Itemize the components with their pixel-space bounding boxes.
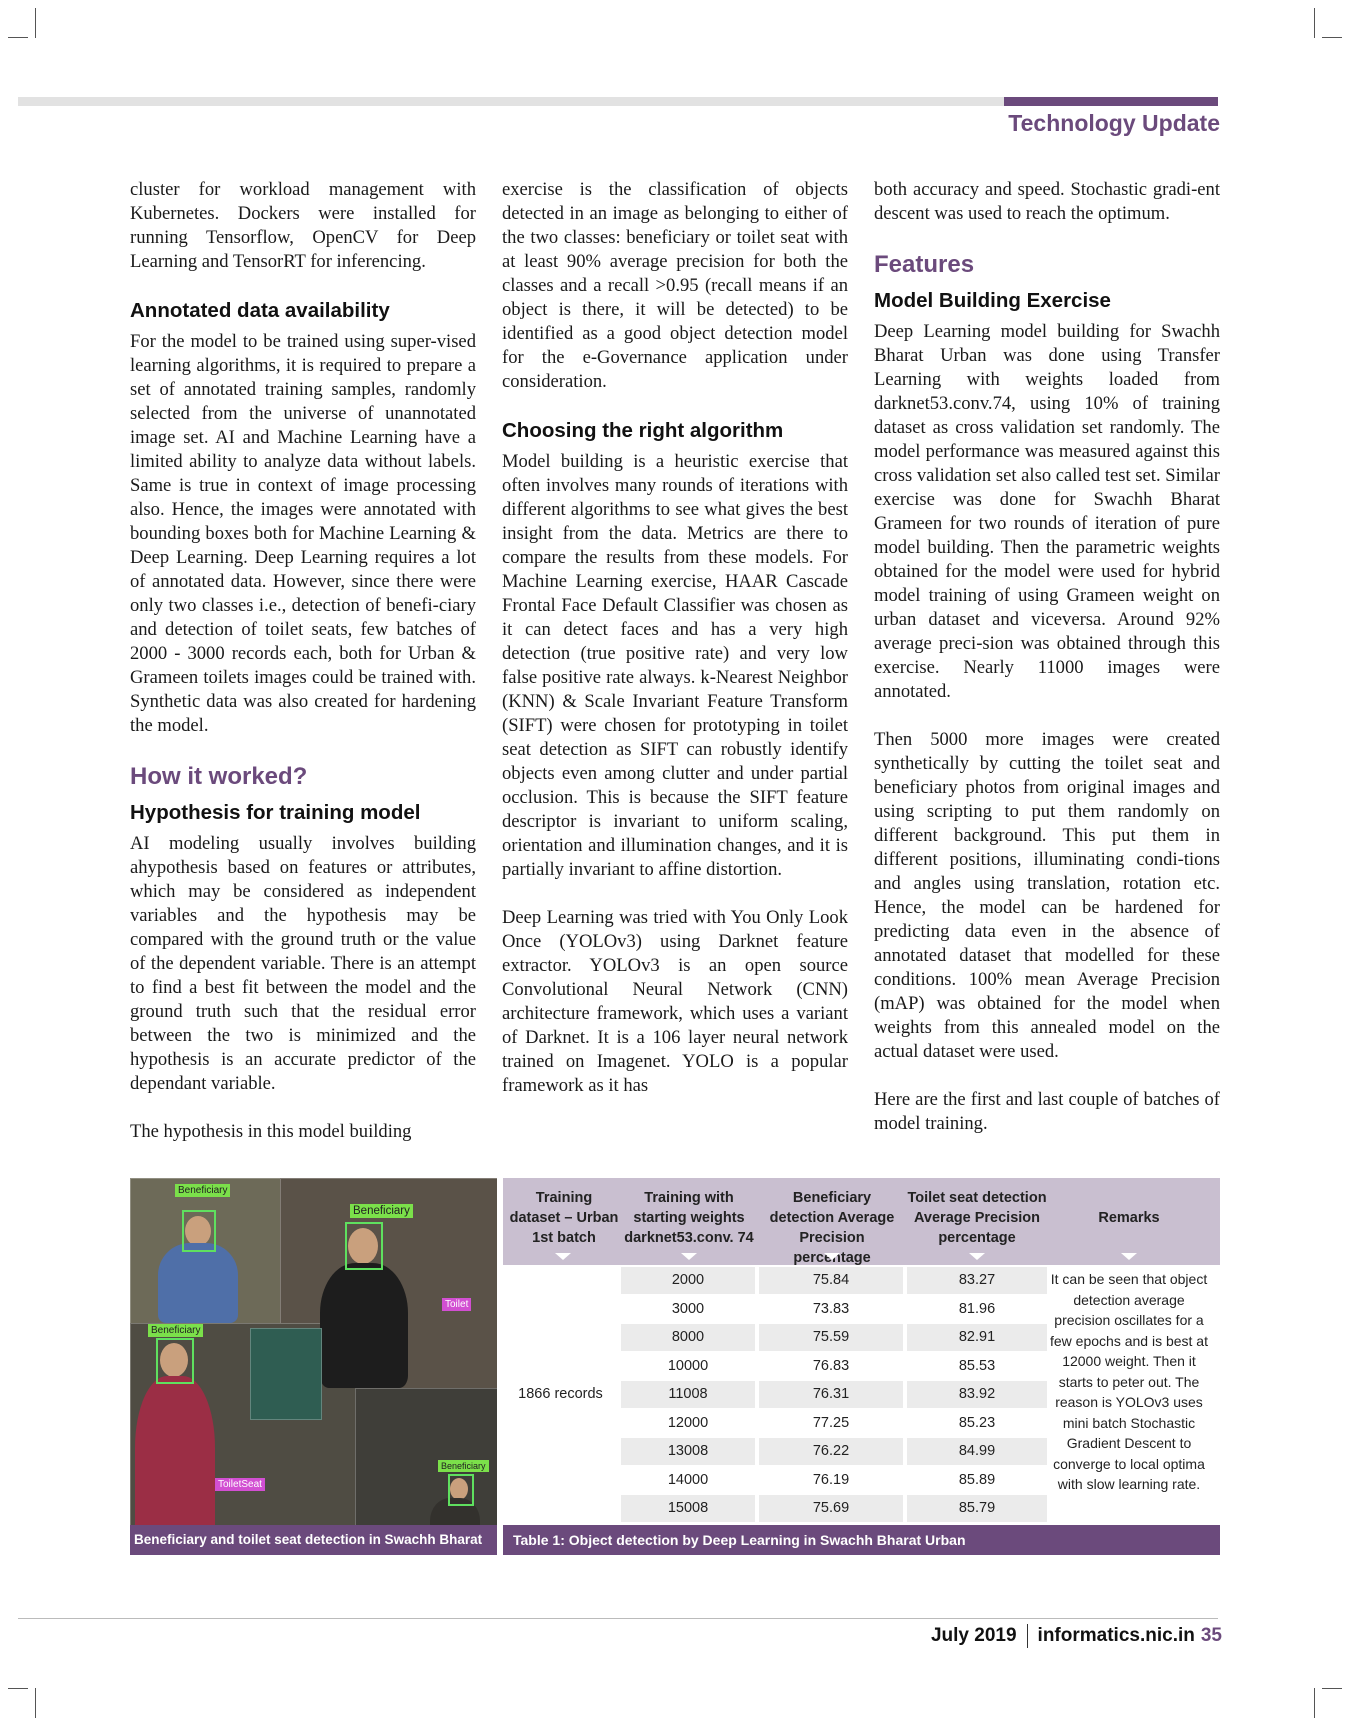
- sort-arrow-icon: [681, 1253, 697, 1260]
- paragraph: Model building is a heuristic exercise that often involves many rounds of iterations with different algorithms to see what gives the best insight from the data. Metrics are there to compare the results from these models. For Machine Learning exercise, HAAR Cascade Frontal Face Default Classifier was chosen as it can detect faces and has a very high detection (true positive rate) and very low false positive rate always. k-Nearest Neighbor (KNN) & Scale Invariant Feature Transform (SIFT) were chosen for prototyping in toilet seat detection as SIFT can robustly identify objects even among clutter and under partial occlusion. This is because the SIFT feature descriptor is invariant to uniform scaling, orientation and illumination changes, and it is partially invariant to affine distortion.: [502, 451, 848, 880]
- footer-rule: [18, 1618, 1218, 1619]
- table-row: [621, 1267, 1047, 1294]
- table-cell: 12000: [621, 1410, 755, 1437]
- paragraph: AI modeling usually involves building ahypothesis based on features or attributes, which may be considered as independent variables and the hypothesis may be compared with the ground truth or the value of the dependent variable. There is an attempt to find a best fit between the model and the ground truth such that the residual error between the two is minimized and the hypothesis is an accurate predictor of the dependant variable.: [130, 833, 476, 1094]
- bounding-box: [448, 1474, 474, 1506]
- column-3: [874, 178, 1220, 1160]
- paragraph: Here are the first and last couple of batches of model training.: [874, 1089, 1220, 1134]
- table-cell: 73.83: [759, 1296, 903, 1323]
- table-cell: 14000: [621, 1467, 755, 1494]
- table-cell: 15008: [621, 1495, 755, 1522]
- records-cell: 1866 records: [518, 1386, 603, 1402]
- paragraph: The hypothesis in this model building: [130, 1121, 412, 1142]
- crop-mark: [1322, 37, 1342, 38]
- subheading-hypothesis: Hypothesis for training model: [130, 801, 421, 824]
- sort-arrow-icon: [969, 1253, 985, 1260]
- table-cell: 75.84: [759, 1267, 903, 1294]
- table-cell: 76.22: [759, 1438, 903, 1465]
- paragraph: both accuracy and speed. Stochastic gradi-ent descent was used to reach the optimum.: [874, 179, 1220, 224]
- remarks-cell: It can be seen that object detection average precision oscillates for a few epochs and is best at 12000 weight. Then it starts to peter out. The reason is YOLOv3 uses mini batch Stochastic Gradient Descent to converge to local optima with slow learning rate.: [1050, 1271, 1208, 1492]
- table-cell: 76.19: [759, 1467, 903, 1494]
- results-table: [503, 1178, 1220, 1555]
- footer-date: July 2019: [930, 1625, 1017, 1647]
- header-rule-accent: [1004, 97, 1218, 106]
- sort-arrow-icon: [555, 1253, 571, 1260]
- table-cell: 82.91: [907, 1324, 1047, 1351]
- sort-arrow-icon: [1121, 1253, 1137, 1260]
- column-header: Training with starting weights darknet53.conv. 74: [624, 1190, 754, 1246]
- table-cell: 3000: [621, 1296, 755, 1323]
- table-row: [621, 1296, 1047, 1323]
- figure-caption: Beneficiary and toilet seat detection in Swachh Bharat Scheme: [130, 1525, 497, 1555]
- column-header: Training dataset – Urban 1st batch: [509, 1190, 619, 1246]
- person: [320, 1263, 408, 1388]
- subheading-annotated-data: Annotated data availability: [130, 299, 390, 322]
- column-2: [502, 178, 848, 1122]
- crop-mark: [1314, 1688, 1315, 1718]
- table-row: [621, 1467, 1047, 1494]
- subheading-choosing-algorithm: Choosing the right algorithm: [502, 419, 784, 442]
- table-cell: 76.31: [759, 1381, 903, 1408]
- detection-tag: Toilet: [442, 1298, 471, 1311]
- table-cell: 13008: [621, 1438, 755, 1465]
- table-caption: Table 1: Object detection by Deep Learning in Swachh Bharat Urban: [503, 1525, 1220, 1555]
- bounding-box: [182, 1210, 216, 1252]
- table-cell: 85.79: [907, 1495, 1047, 1522]
- page-number: 35: [1200, 1625, 1222, 1647]
- person: [158, 1243, 238, 1323]
- subheading-model-building: Model Building Exercise: [874, 289, 1111, 312]
- crop-mark: [1314, 8, 1315, 38]
- table-cell: 84.99: [907, 1438, 1047, 1465]
- bounding-box: [345, 1222, 383, 1270]
- table-cell: 75.69: [759, 1495, 903, 1522]
- table-row: [621, 1495, 1047, 1522]
- paragraph: Deep Learning model building for Swachh Bharat Urban was done using Transfer Learning with weights loaded from darknet53.conv.74, using 10% of training dataset as cross validation set randomly. The model performance was measured against this cross validation set also called test set. Similar exercise was done for Swachh Bharat Grameen for two rounds of iteration of pure model building. Then the parametric weights obtained for the model were used for hybrid model training of using Grameen weight on urban dataset and viceversa. Around 92% average preci-sion was obtained through this exercise. Nearly 11000 images were annotated.: [874, 321, 1220, 702]
- header-rule: [18, 97, 1218, 106]
- table-row: [621, 1324, 1047, 1351]
- table-row: [621, 1438, 1047, 1465]
- section-label: Technology Update: [1008, 110, 1220, 136]
- crop-mark: [1322, 1688, 1342, 1689]
- detection-tag: Beneficiary: [350, 1204, 413, 1218]
- crop-mark: [8, 37, 28, 38]
- table-cell: 76.83: [759, 1353, 903, 1380]
- heading-features: Features: [874, 251, 975, 278]
- detection-photo: [130, 1178, 497, 1555]
- paragraph: For the model to be trained using super-vised learning algorithms, it is required to prepare a set of annotated training samples, randomly selected from the universe of unannotated image set. AI and Machine Learning have a limited ability to analyze data without labels. Same is true in context of image processing also. Hence, the images were annotated with bounding boxes both for Machine Learning & Deep Learning. Deep Learning requires a lot of annotated data. However, since there were only two classes i.e., detection of benefi-ciary and detection of toilet seats, few batches of 2000 - 3000 records each, both for Urban & Grameen toilets images could be trained with. Synthetic data was also created for hardening the model.: [130, 331, 476, 736]
- column-header: Toilet seat detection Average Precision percentage: [907, 1190, 1047, 1246]
- table-row: [621, 1410, 1047, 1437]
- crop-mark: [8, 1688, 28, 1689]
- table-row: [621, 1381, 1047, 1408]
- detection-tag: Beneficiary: [438, 1460, 489, 1472]
- crop-mark: [35, 1688, 36, 1718]
- photo-panel: [250, 1328, 322, 1420]
- crop-mark: [35, 8, 36, 38]
- footer-separator: [1027, 1624, 1028, 1648]
- table-cell: 75.59: [759, 1324, 903, 1351]
- detection-tag: ToiletSeat: [215, 1478, 265, 1491]
- table-cell: 85.53: [907, 1353, 1047, 1380]
- column-header: Beneficiary detection Average Precision percentage: [769, 1190, 895, 1266]
- table-row: [621, 1353, 1047, 1380]
- table-cell: 77.25: [759, 1410, 903, 1437]
- footer-site: informatics.nic.in: [1037, 1625, 1195, 1647]
- sort-arrow-icon: [824, 1253, 840, 1260]
- paragraph: Deep Learning was tried with You Only Look Once (YOLOv3) using Darknet feature extractor. YOLOv3 is an open source Convolutional Neural Network (CNN) architecture framework, which uses a variant of Darknet. It is a 106 layer neural network trained on Imagenet. YOLO is a popular framework as it has: [502, 907, 848, 1096]
- footer: [931, 1624, 1222, 1648]
- detection-tag: Beneficiary: [148, 1324, 203, 1337]
- table-cell: 2000: [621, 1267, 755, 1294]
- table-cell: 10000: [621, 1353, 755, 1380]
- table-header: [503, 1178, 1220, 1265]
- table-cell: 85.89: [907, 1467, 1047, 1494]
- table-cell: 8000: [621, 1324, 755, 1351]
- detection-tag: Beneficiary: [175, 1184, 230, 1197]
- paragraph: exercise is the classification of objects detected in an image as belonging to either of the two classes: beneficiary or toilet seat with at least 90% average precision for both the classes and a recall >0.95 (recall means if an object is there, it will be detected) to be identified as a good object detection model for the e-Governance application under consideration.: [502, 179, 848, 392]
- table-cell: 85.23: [907, 1410, 1047, 1437]
- bounding-box: [156, 1338, 194, 1384]
- paragraph: cluster for workload management with Kubernetes. Dockers were installed for running Tensorflow, OpenCV for Deep Learning and TensorRT for inferencing.: [130, 179, 476, 272]
- heading-how-it-worked: How it worked?: [130, 763, 308, 790]
- table-cell: 11008: [621, 1381, 755, 1408]
- table-cell: 83.27: [907, 1267, 1047, 1294]
- table-cell: 81.96: [907, 1296, 1047, 1323]
- column-header: Remarks: [1098, 1210, 1160, 1226]
- paragraph: Then 5000 more images were created synthetically by cutting the toilet seat and beneficiary photos from original images and using scripting to put them randomly on different background. This put them in different positions, illuminating condi-tions and angles using translation, rotation etc. Hence, the model can be hardened for predicting data even in the absence of annotated dataset that modelled for these conditions. 100% mean Average Precision (mAP) was obtained for the model when weights from this annealed model on the actual dataset were used.: [874, 729, 1220, 1062]
- column-1: [130, 178, 476, 1168]
- table-cell: 83.92: [907, 1381, 1047, 1408]
